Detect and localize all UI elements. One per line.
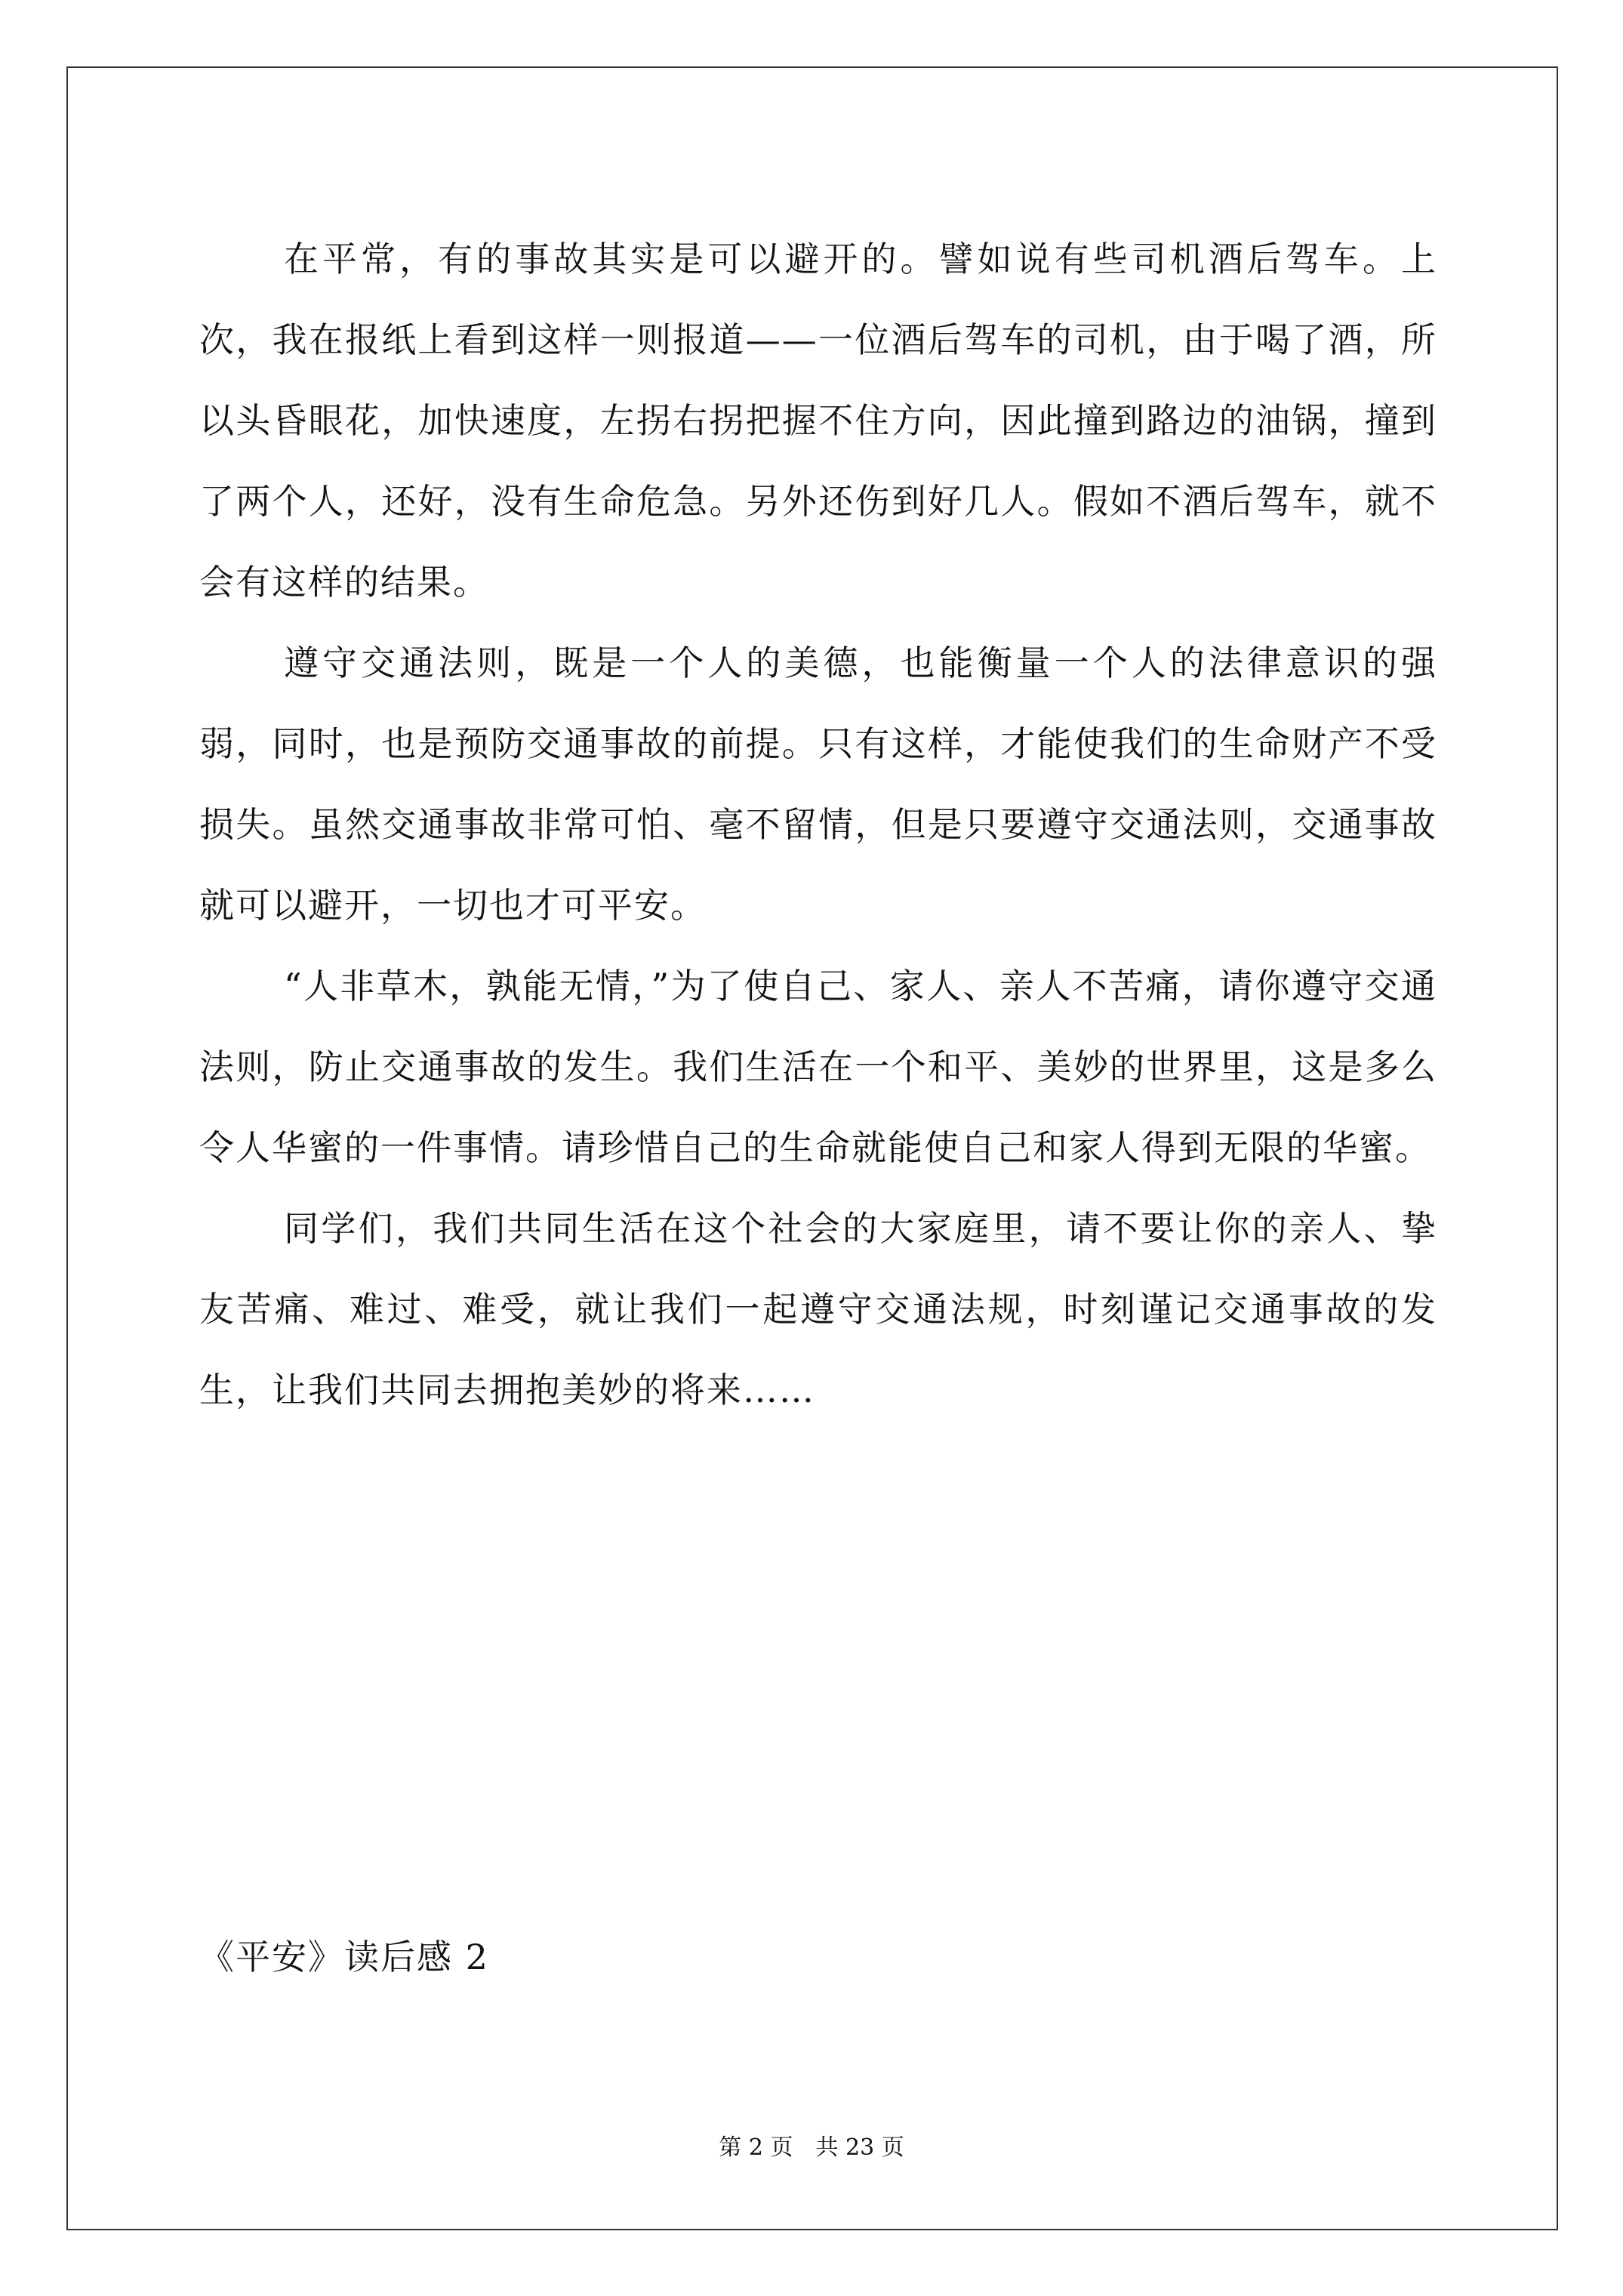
page-number: 第 2 页 共 23 页 xyxy=(719,2134,904,2161)
section-title: 《平安》读后感 2 xyxy=(199,1937,489,1977)
paragraph-4: 同学们，我们共同生活在这个社会的大家庭里，请不要让你的亲人、挚友苦痛、难过、难受，就让我们一起遵守交通法规，时刻谨记交通事故的发生，让我们共同去拥抱美妙的将来…… xyxy=(199,1208,1437,1410)
document-body xyxy=(199,219,1437,1431)
paragraph-2: 遵守交通法则，既是一个人的美德，也能衡量一个人的法律意识的强弱，同时，也是预防交通事故的前提。只有这样，才能使我们的生命财产不受损失。虽然交通事故非常可怕、毫不留情，但是只要遵守交通法则，交通事故就可以避开，一切也才可平安。 xyxy=(199,643,1437,926)
paragraph-3: “人非草木，孰能无情，”为了使自己、家人、亲人不苦痛，请你遵守交通法则，防止交通事故的发生。我们生活在一个和平、美妙的世界里，这是多么令人华蜜的一件事情。请珍惜自己的生命就能使自己和家人得到无限的华蜜。 xyxy=(199,966,1437,1168)
paragraph-1: 在平常，有的事故其实是可以避开的。譬如说有些司机酒后驾车。上次，我在报纸上看到这样一则报道——一位酒后驾车的司机，由于喝了酒，所以头昏眼花，加快速度，左拐右拐把握不住方向，因此撞到路边的油锅，撞到了两个人，还好，没有生命危急。另外还伤到好几人。假如不酒后驾车，就不会有这样的结果。 xyxy=(199,239,1437,603)
